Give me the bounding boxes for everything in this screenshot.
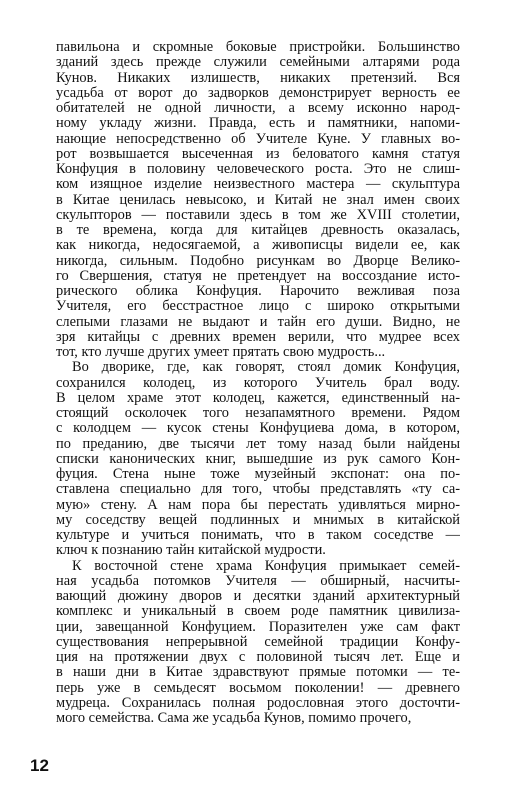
- text-line: ком изящное изделие неизвестного мастера — скульптура: [56, 177, 460, 193]
- text-line: тот, кто лучше других умеет прятать свою мудрость...: [56, 345, 386, 360]
- text-line: ставлена специально для того, чтобы представлять «ту са-: [56, 482, 460, 498]
- text-line: перь уже в семьдесят восьмом поколении! — древнего: [56, 680, 460, 696]
- text-line: мого семейства. Сама же усадьба Кунов, помимо прочего,: [56, 711, 412, 726]
- text-line: го Свершения, статуя не претендует на воссоздание исто-: [56, 268, 460, 284]
- text-line: зданий здесь прежде служили семейными алтарями рода: [56, 55, 460, 71]
- text-line: Кунов. Никаких излишеств, никаких претензий. Вся: [56, 70, 460, 86]
- text-line: с колодцем — кусок стены Конфуциева дома, в котором,: [56, 421, 460, 437]
- text-line: нающие непосредственно об Учителе Куне. У главных во-: [56, 131, 460, 147]
- text-line: К восточной стене храма Конфуция примыкает семей-: [72, 558, 460, 574]
- text-line: усадьба от ворот до задворков демонстрирует верность ее: [56, 85, 460, 101]
- text-line: вающий дюжину дворов и десятки зданий архитектурный: [56, 589, 460, 604]
- text-line: павильона и скромные боковые пристройки. Большинство: [56, 40, 460, 55]
- text-line: ному укладу жизни. Правда, есть и памятники, напоми-: [56, 116, 460, 132]
- text-line: существования непрерывной семейной традиции Конфу-: [56, 634, 460, 650]
- text-line: культуре и учиться понимать, что в таком соседстве —: [56, 528, 460, 543]
- text-line: ключ к познанию тайн китайской мудрости.: [56, 543, 326, 559]
- text-line: рического облика Конфуция. Нарочито вежливая поза: [56, 284, 460, 299]
- text-line: мудреца. Сохранилась полная родословная этого досточти-: [56, 695, 460, 711]
- text-line: в Китае ценилась невысоко, и Китай не знал имен своих: [56, 192, 460, 208]
- text-line: фуция. Стена ныне тоже музейный экспонат: она по-: [56, 467, 460, 482]
- text-line: Во дворике, где, как говорят, стоял домик Конфуция,: [72, 360, 460, 376]
- text-line: комплекс и уникальный в своем роде памятник цивилиза-: [56, 604, 460, 620]
- text-line: рот возвышается высеченная из беловатого камня статуя: [56, 146, 460, 162]
- text-line: зря китайцы с древних времен верили, что мудрее всех: [56, 329, 460, 345]
- text-line: слепыми глазами не выдают и тайн его души. Видно, не: [56, 314, 460, 330]
- text-line: стоящий осколочек того незапамятного времени. Рядом: [56, 406, 460, 421]
- text-line: ция на протяжении двух с половиной тысяч лет. Еще и: [56, 650, 460, 665]
- text-line: Конфуция в половину человеческого роста. Это не слиш-: [56, 162, 460, 177]
- text-line: как никогда, недосягаемой, а живописцы видели ее, как: [56, 238, 460, 254]
- text-line: му соседству вещей подлинных и мнимых в китайской: [56, 512, 460, 528]
- text-line: в те времена, когда для китайцев древность оказалась,: [56, 223, 460, 238]
- text-line: сохранился колодец, из которого Учитель брал воду.: [56, 375, 460, 391]
- text-line: ции, завещанной Конфуцием. Поразителен уже сам факт: [56, 619, 460, 635]
- page-number: 12: [30, 756, 49, 775]
- paragraph: [56, 360, 460, 558]
- text-line: списки канонических книг, вышедшие из рук самого Кон-: [56, 451, 460, 467]
- text-line: Учителя, его бесстрастное лицо с широко открытыми: [56, 299, 460, 315]
- body-text: [56, 40, 460, 726]
- text-line: по преданию, две тысячи лет тому назад были найдены: [56, 436, 460, 452]
- text-line: ная усадьба потомков Учителя — обширный, насчиты-: [56, 573, 460, 589]
- text-line: обитателей не одной личности, а всему исконно народ-: [56, 101, 460, 116]
- text-line: никогда, сильным. Подобно рисункам во Дворце Велико-: [56, 253, 460, 269]
- paragraph: [56, 559, 460, 727]
- text-line: мую» стену. А нам пора бы перестать удивляться мирно-: [56, 497, 460, 513]
- text-line: в наши дни в Китае здравствуют прямые потомки — те-: [56, 665, 460, 681]
- text-line: В целом храме этот колодец, кажется, единственный на-: [56, 390, 460, 406]
- text-line: скульпторов — поставили здесь в том же XVIII столетии,: [56, 207, 460, 223]
- paragraph: [56, 40, 460, 360]
